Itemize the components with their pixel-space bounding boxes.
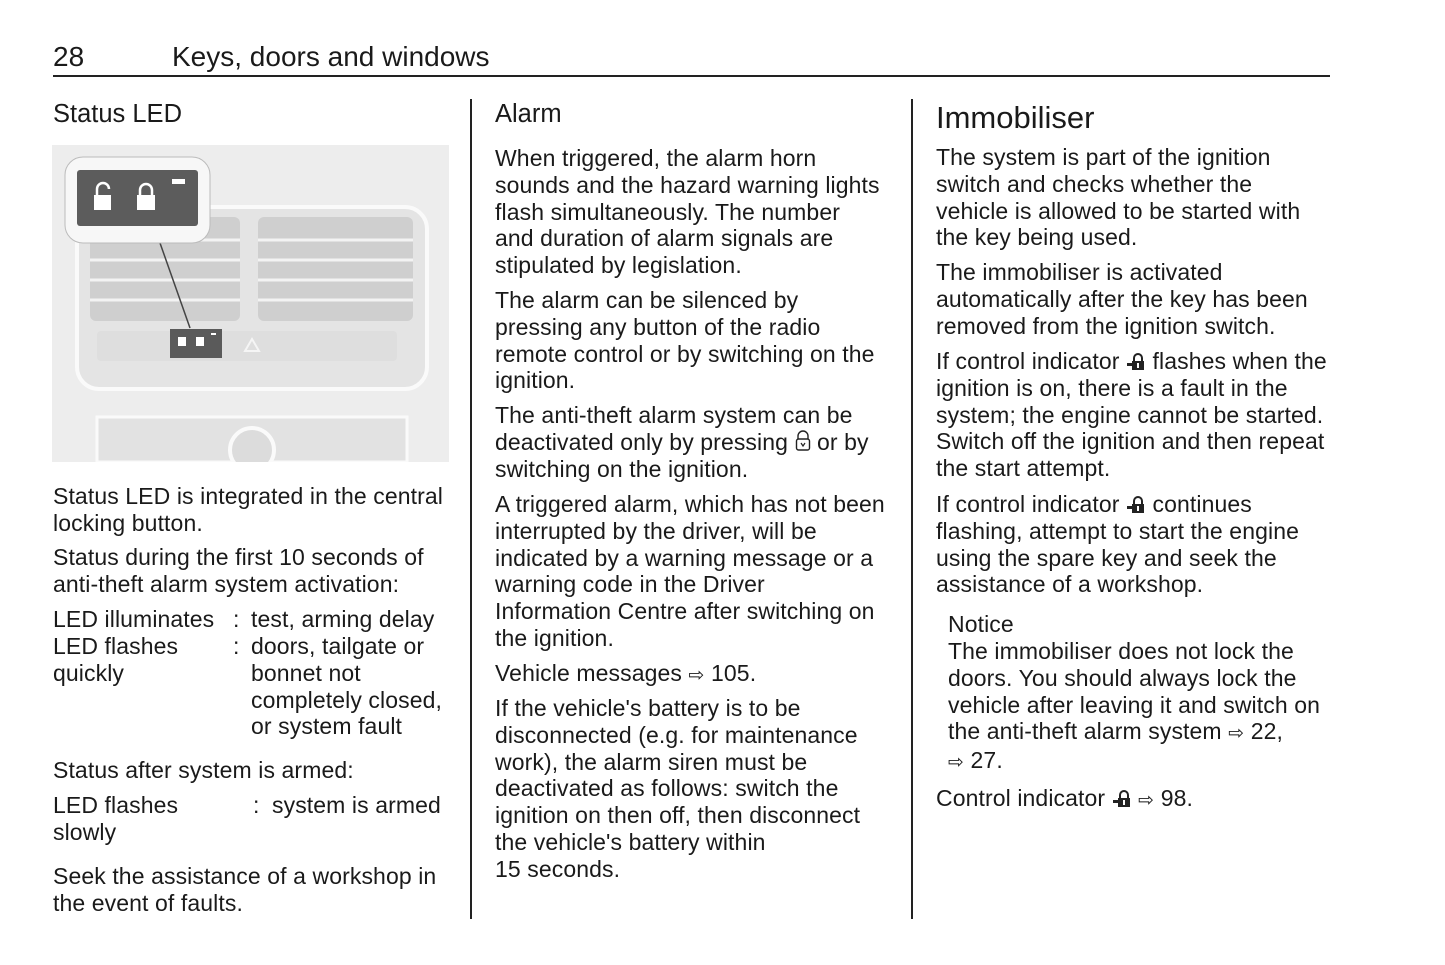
paragraph: [936, 785, 1193, 814]
paragraph: Status after system is armed:: [53, 757, 354, 783]
table-separator: :: [233, 633, 240, 659]
text: Control indicator: [936, 785, 1112, 811]
text: If control indicator: [936, 491, 1127, 517]
text: flashing, attempt to start the engine using the spare key and seek the assistance of a workshop.: [936, 517, 1299, 598]
paragraph: The immobiliser is activated automatically after the key has been removed from the ignition switch.: [936, 259, 1308, 339]
section-heading: Alarm: [495, 100, 562, 128]
table-value: test, arming delay: [251, 606, 435, 632]
text: switching on the ignition.: [495, 455, 749, 482]
text: or by: [810, 428, 869, 455]
paragraph: A triggered alarm, which has not been interrupted by the driver, will be indicated by a warning message or a warning code in the Driver Information Centre after switching on the ignition.: [495, 491, 885, 651]
paragraph: Seek the assistance of a workshop in the event of faults.: [53, 863, 437, 916]
page-reference[interactable]: 98.: [1160, 785, 1193, 811]
paragraph: [936, 348, 1327, 482]
page-reference-arrow-icon: ⇨: [688, 664, 705, 686]
paragraph: [495, 402, 895, 482]
central-locking-button-illustration: [52, 145, 449, 462]
paragraph: Status during the first 10 seconds of anti-theft alarm system activation:: [53, 544, 424, 597]
table-label: LED flashes slowly: [53, 792, 179, 845]
paragraph: [495, 660, 756, 689]
text: If control indicator: [936, 348, 1127, 374]
column-divider: [470, 99, 472, 919]
page-reference[interactable]: 22,: [1250, 718, 1283, 745]
immobiliser-indicator-icon: [1126, 496, 1146, 514]
immobiliser-indicator-icon: [1112, 790, 1132, 808]
table-label: LED illuminates: [53, 606, 215, 632]
page-reference-arrow-icon: ⇨: [1228, 722, 1245, 745]
header-rule: [53, 75, 1330, 77]
table-label: LED flashes quickly: [53, 633, 179, 686]
text: Vehicle messages: [495, 660, 689, 686]
column-divider: [911, 99, 913, 919]
page-reference-arrow-icon: ⇨: [1138, 789, 1155, 811]
page-reference[interactable]: 27.: [970, 747, 1003, 774]
table-separator: :: [253, 792, 260, 818]
page-reference-arrow-icon: ⇨: [948, 751, 965, 774]
table-separator: :: [233, 606, 240, 632]
paragraph: When triggered, the alarm horn sounds and the hazard warning lights flash simultaneously. The number and duration of alarm signals are stipulated by legislation.: [495, 145, 880, 279]
page-number: 28: [53, 41, 85, 72]
text: continues: [1146, 491, 1252, 517]
chapter-title: Keys, doors and windows: [172, 41, 490, 72]
paragraph: If the vehicle's battery is to be disconnected (e.g. for maintenance work), the alarm siren must be deactivated as follows: switch the ignition on then off, then disconnect the vehicle's battery within 15 seconds.: [495, 695, 861, 882]
text: flashes when the: [1146, 348, 1327, 374]
paragraph: The system is part of the ignition switch and checks whether the vehicle is allowed to be started with the key being used.: [936, 144, 1301, 251]
key-lock-icon: [795, 430, 811, 452]
paragraph: [936, 491, 1299, 598]
text: ignition is on, there is a fault in the system; the engine cannot be started. Switch off the ignition and then repeat the start attempt.: [936, 374, 1325, 482]
paragraph: Status LED is integrated in the central locking button.: [53, 483, 444, 536]
section-heading: Status LED: [53, 100, 182, 128]
immobiliser-indicator-icon: [1126, 353, 1146, 371]
text: The immobiliser does not lock the doors. You should always lock the vehicle after leaving it and switch on the anti-theft alarm system: [948, 638, 1321, 745]
notice-title: Notice: [948, 611, 1014, 637]
text: The anti-theft alarm system can be deactivated only by pressing: [495, 402, 853, 455]
page-reference[interactable]: 105.: [711, 660, 757, 686]
table-value: system is armed: [272, 792, 441, 818]
paragraph: The alarm can be silenced by pressing any button of the radio remote control or by switching on the ignition.: [495, 287, 875, 394]
notice-text: [948, 638, 1320, 776]
table-value: doors, tailgate or bonnet not completely closed, or system fault: [251, 633, 442, 740]
section-heading: Immobiliser: [936, 100, 1095, 135]
